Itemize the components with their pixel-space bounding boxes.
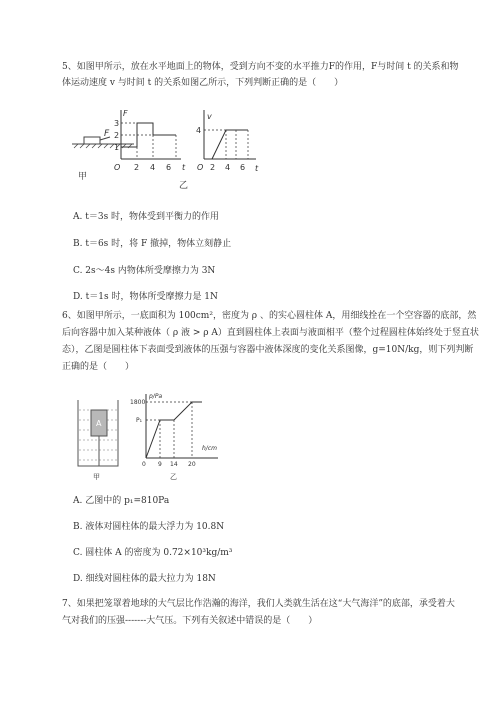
q5-g2-ytick: 4	[196, 126, 202, 135]
q5-g2-ylabel: v	[207, 112, 212, 121]
q5-g1-xtick: 6	[166, 163, 172, 172]
q5-option-a: A. t＝3s 时，物体受到平衡力的作用	[73, 212, 220, 222]
q6-g-xlabel: h/cm	[202, 445, 217, 452]
q5-g1-xtick: 4	[150, 163, 156, 172]
q5-yi-label: 乙	[179, 181, 189, 191]
q5-text-line2: 体运动速度 v 与时间 t 的关系如图乙所示，下列判断正确的是（ ）	[62, 78, 344, 88]
q5-g1-ytick: 3	[114, 119, 120, 128]
q5-g1-ylabel: F	[123, 110, 128, 118]
q5-g1-ytick: 1	[114, 143, 120, 152]
q6-g-ylabel: p/Pa	[149, 393, 163, 400]
q6-text-line4: 正确的是（ ）	[62, 362, 135, 372]
q5-g2-xtick: 6	[240, 163, 246, 172]
q5-graph-v-t	[204, 110, 256, 159]
q6-text-line1: 6、如图甲所示，一底面积为 100cm²，密度为 ρ 、的实心圆柱体 A，用细线拴在一个空容器的底部，然	[62, 311, 477, 321]
q6-block-label: A	[96, 419, 102, 428]
q5-option-b: B. t＝6s 时，将 F 撤掉，物体立刻静止	[73, 239, 232, 249]
q6-jia-label: 甲	[93, 473, 100, 481]
q5-fig-jia	[72, 137, 134, 148]
q5-graph-f-t	[121, 110, 181, 159]
q5-g2-origin: O	[197, 163, 204, 172]
q6-g-ytick: 1800	[130, 399, 146, 406]
q5-g1-xlabel: t	[182, 163, 186, 172]
q7-text-line2: 气对我们的压强-------大气压。下列有关叙述中错误的是（ ）	[62, 616, 318, 626]
q5-figure	[68, 110, 288, 192]
q6-option-d: D. 细线对圆柱体的最大拉力为 18N	[73, 574, 216, 584]
q6-g-origin: 0	[142, 461, 146, 468]
q5-force-label: F	[104, 129, 110, 139]
q5-text-line1: 5、如图甲所示，放在水平地面上的物体，受到方向不变的水平推力F的作用，F与时间 t 的关系和物	[62, 62, 459, 72]
q5-g2-xtick: 2	[210, 163, 216, 172]
q6-g-xtick: 20	[188, 461, 196, 468]
q6-option-c: C. 圆柱体 A 的密度为 0.72×10³kg/m³	[73, 548, 233, 558]
q5-g2-xtick: 4	[225, 163, 231, 172]
q7-text-line1: 7、如果把笼罩着地球的大气层比作浩瀚的海洋，我们人类就生活在这“大气海洋”的底部，承受着大	[62, 599, 455, 609]
q6-text-line3: 态），乙图是圆柱体下表面受到液体的压强与容器中液体深度的变化关系图像，g=10N/kg，则下列判断	[62, 345, 474, 355]
q6-yi-label: 乙	[170, 473, 177, 481]
q5-g1-origin: O	[114, 163, 121, 172]
q6-option-a: A. 乙图中的 p₁=810Pa	[73, 496, 170, 506]
q5-g1-xtick: 2	[134, 163, 140, 172]
q5-option-c: C. 2s～4s 内物体所受摩擦力为 3N	[73, 266, 216, 276]
q6-g-xtick: 9	[158, 461, 162, 468]
q6-g-xtick: 14	[170, 461, 178, 468]
q5-option-d: D. t＝1s 时，物体所受摩擦力是 1N	[73, 292, 218, 302]
q6-fig-container	[78, 400, 118, 466]
q6-option-b: B. 液体对圆柱体的最大浮力为 10.8N	[73, 522, 225, 532]
q5-g1-ytick: 2	[114, 131, 120, 140]
q6-g-ytick: P₁	[136, 417, 143, 424]
q6-figure	[68, 392, 238, 482]
q6-text-line2: 后向容器中加入某种液体（ ρ 液 > ρ A）直到圆柱体上表面与液面相平（整个过程圆柱体始终处于竖直状	[62, 328, 479, 338]
q5-jia-label: 甲	[78, 172, 88, 182]
q5-g2-xlabel: t	[255, 164, 259, 173]
